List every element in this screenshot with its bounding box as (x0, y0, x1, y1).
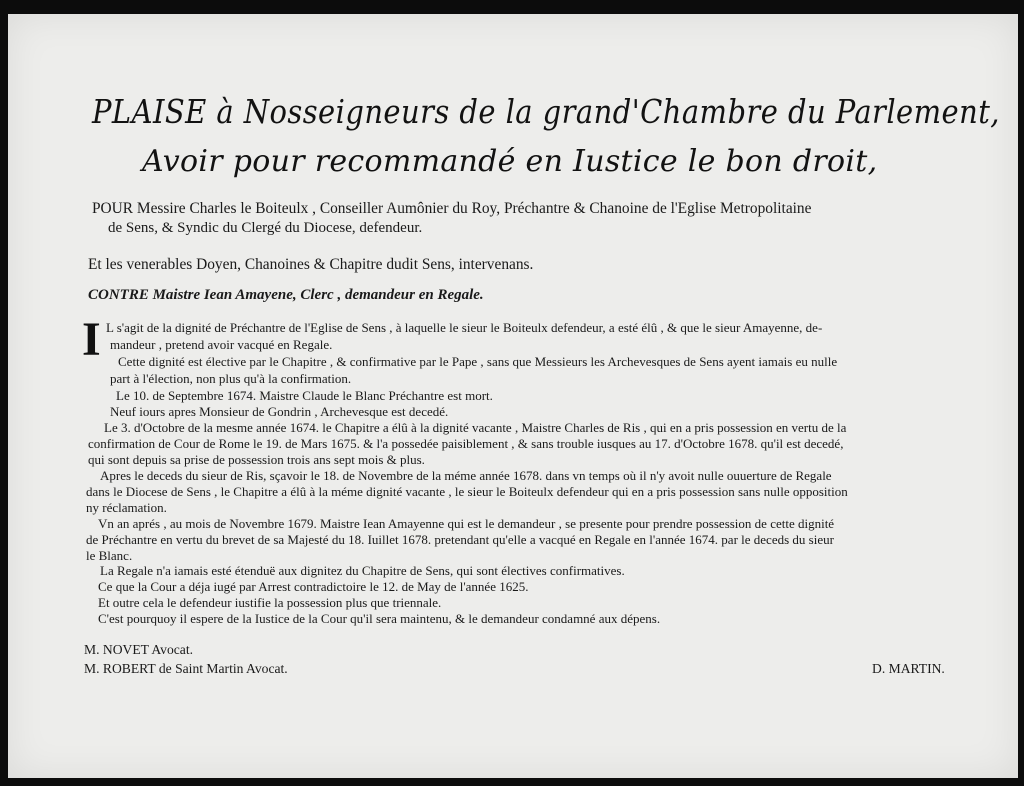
body-line: confirmation de Cour de Rome le 19. de Mars 1675. & l'a possedée paisiblement , & sans trouble iusques au 17. d'Octobre 1678. qu'il est decedé, (88, 436, 844, 451)
body-line: le Blanc. (86, 548, 133, 563)
body-line: Ce que la Cour a déja iugé par Arrest contradictoire le 12. de May de l'année 1625. (98, 579, 529, 594)
body-line: Apres le deceds du sieur de Ris, sçavoir le 18. de Novembre de la méme année 1678. dans vn temps où il n'y avoit nulle ouuerture de Regale (100, 468, 832, 483)
body-line: La Regale n'a iamais esté étenduë aux dignitez du Chapitre de Sens, qui sont électives confirmatives. (100, 563, 625, 578)
drop-cap-letter: I (82, 313, 101, 366)
pour-paragraph-line-1: POUR Messire Charles le Boiteulx , Conseiller Aumônier du Roy, Précha​ntre & Chanoine de l'Eglise Metropolitaine (92, 200, 812, 217)
body-line: C'est pourquoy il espere de la Iustice de la Cour qu'il sera maintenu, & le demandeur condamné aux dépens. (98, 611, 661, 626)
body-line: qui sont depuis sa prise de possession trois ans sept mois & plus. (88, 452, 425, 467)
intervenans-line: Et les venerables Doyen, Chanoines & Chapitre dudit Sens, intervenans. (88, 256, 534, 273)
body-line: part à l'élection, non plus qu'à la confirmation. (110, 371, 352, 386)
signature-avocat-robert: M. ROBERT de Saint Martin Avocat. (84, 661, 288, 676)
body-line: Neuf iours apres Monsieur de Gondrin , Archevesque est decedé. (110, 404, 449, 419)
signature-martin: D. MARTIN. (872, 661, 945, 676)
body-line: Le 3. d'Octobre de la mesme année 1674. le Chapitre a élû à la dignité vacante , Maistre Charles de Ris , qui en a pris possession en vertu de la (104, 420, 847, 435)
body-line: L s'agit de la dignité de Préchantre de l'Eglise de Sens , à laquelle le sieur le Boiteulx defendeur, a esté élû , & que le sieur Amayenne, de- (106, 320, 823, 335)
body-line: ny réclamation. (86, 500, 167, 515)
body-line: mandeur , pretend avoir vacqué en Regale. (110, 337, 333, 352)
body-line: de Préchantre en vertu du brevet de sa Majesté du 18. Iuillet 1678. pretendant qu'elle a vacqué en Regale en l'année 1674. par le deceds du sieur (86, 532, 834, 547)
pour-paragraph-line-2: de Sens, & Syndic du Clergé du Diocese, defendeur. (108, 220, 423, 236)
body-line: Et outre cela le defendeur iustifie la possession plus que triennale. (98, 595, 442, 610)
contre-line: CONTRE Maistre Iean Amayene, Clerc , demandeur en Regale. (88, 287, 484, 303)
body-line: Le 10. de Septembre 1674. Maistre Claude le Blanc Préchantre est mort. (116, 388, 493, 403)
title-line-2: Avoir pour recommandé en Iustice le bon droit, (142, 144, 878, 179)
body-line: Vn an aprés , au mois de Novembre 1679. Maistre Iean Amayenne qui est le demandeur , se presente pour prendre possession de cette dignité (98, 516, 835, 531)
title-line-1: PLAISE à Nosseigneurs de la grand'Chambre du Parlement, (92, 92, 1000, 131)
signature-avocat-novet: M. NOVET Avocat. (84, 642, 193, 657)
body-line: dans le Diocese de Sens , le Chapitre a élû à la méme dignité vacante , le sieur le Boiteulx defendeur qui en a pris possession sans nulle opposition (86, 484, 848, 499)
body-line: Cette dignité est élective par le Chapitre , & confirmative par le Pape , sans que Messieurs les Archevesques de Sens ayent iamais eu nulle (118, 354, 838, 369)
